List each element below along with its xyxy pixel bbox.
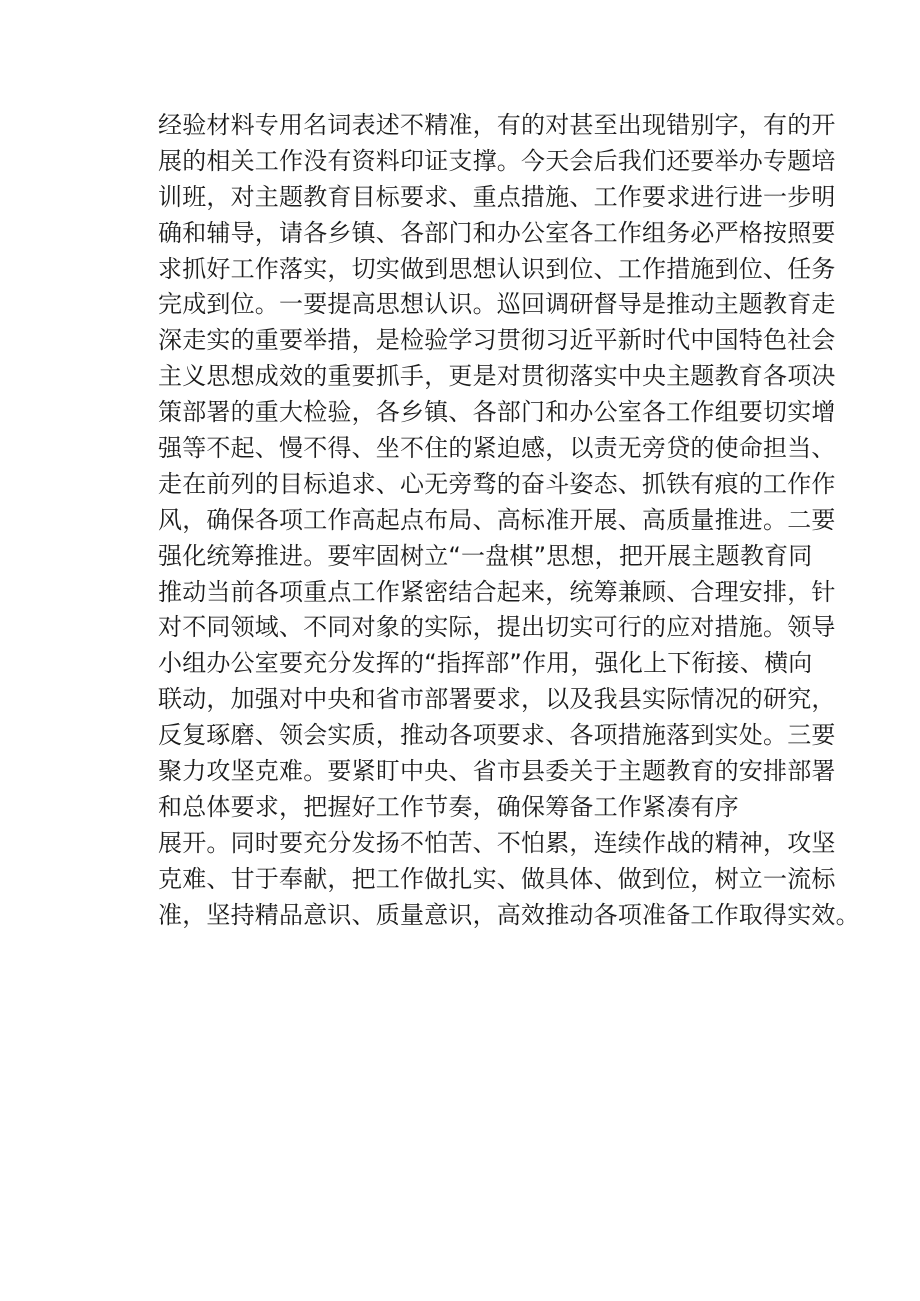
text-line: 经验材料专用名词表述不精准，有的对甚至出现错别字，有的开 [158, 111, 836, 139]
text-line: 确和辅导，请各乡镇、各部门和办公室各工作组务必严格按照要 [158, 218, 836, 247]
text-line: 展开。同时要充分发扬不怕苦、不怕累，连续作战的精神，攻坚 [158, 828, 836, 857]
body-paragraph [158, 108, 860, 933]
text-line: 策部署的重大检验，各乡镇、各部门和办公室各工作组要切实增 [158, 398, 836, 427]
text-line: 联动，加强对中央和省市部署要求，以及我县实际情况的研究， [158, 685, 836, 714]
text-line: 主义思想成效的重要抓手，更是对贯彻落实中央主题教育各项决 [158, 362, 836, 391]
text-line: 聚力攻坚克难。要紧盯中央、省市县委关于主题教育的安排部署 [158, 757, 836, 786]
text-line: 小组办公室要充分发挥的“指挥部”作用，强化上下衔接、横向 [158, 649, 813, 678]
text-line: 走在前列的目标追求、心无旁骛的奋斗姿态、抓铁有痕的工作作 [158, 469, 836, 498]
text-line: 展的相关工作没有资料印证支撑。今天会后我们还要举办专题培 [158, 146, 836, 175]
text-line: 强化统筹推进。要牢固树立“一盘棋”思想，把开展主题教育同 [158, 541, 813, 570]
text-line: 强等不起、慢不得、坐不住的紧迫感，以责无旁贷的使命担当、 [158, 434, 836, 463]
text-line: 训班，对主题教育目标要求、重点措施、工作要求进行进一步明 [158, 182, 836, 211]
text-line: 求抓好工作落实，切实做到思想认识到位、工作措施到位、任务 [158, 254, 836, 283]
text-line: 对不同领域、不同对象的实际，提出切实可行的应对措施。领导 [158, 613, 836, 642]
text-line: 和总体要求，把握好工作节奏，确保筹备工作紧凑有序 [158, 792, 739, 821]
text-line: 深走实的重要举措，是检验学习贯彻习近平新时代中国特色社会 [158, 326, 836, 355]
text-line: 推动当前各项重点工作紧密结合起来，统筹兼顾、合理安排，针 [158, 577, 836, 606]
text-line: 反复琢磨、领会实质，推动各项要求、各项措施落到实处。三要 [158, 721, 836, 750]
text-line: 准，坚持精品意识、质量意识，高效推动各项准备工作取得实效。 [158, 900, 860, 929]
text-line: 风，确保各项工作高起点布局、高标准开展、高质量推进。二要 [158, 505, 836, 534]
text-line: 克难、甘于奉献，把工作做扎实、做具体、做到位，树立一流标 [158, 864, 836, 893]
text-line: 完成到位。一要提高思想认识。巡回调研督导是推动主题教育走 [158, 290, 836, 319]
